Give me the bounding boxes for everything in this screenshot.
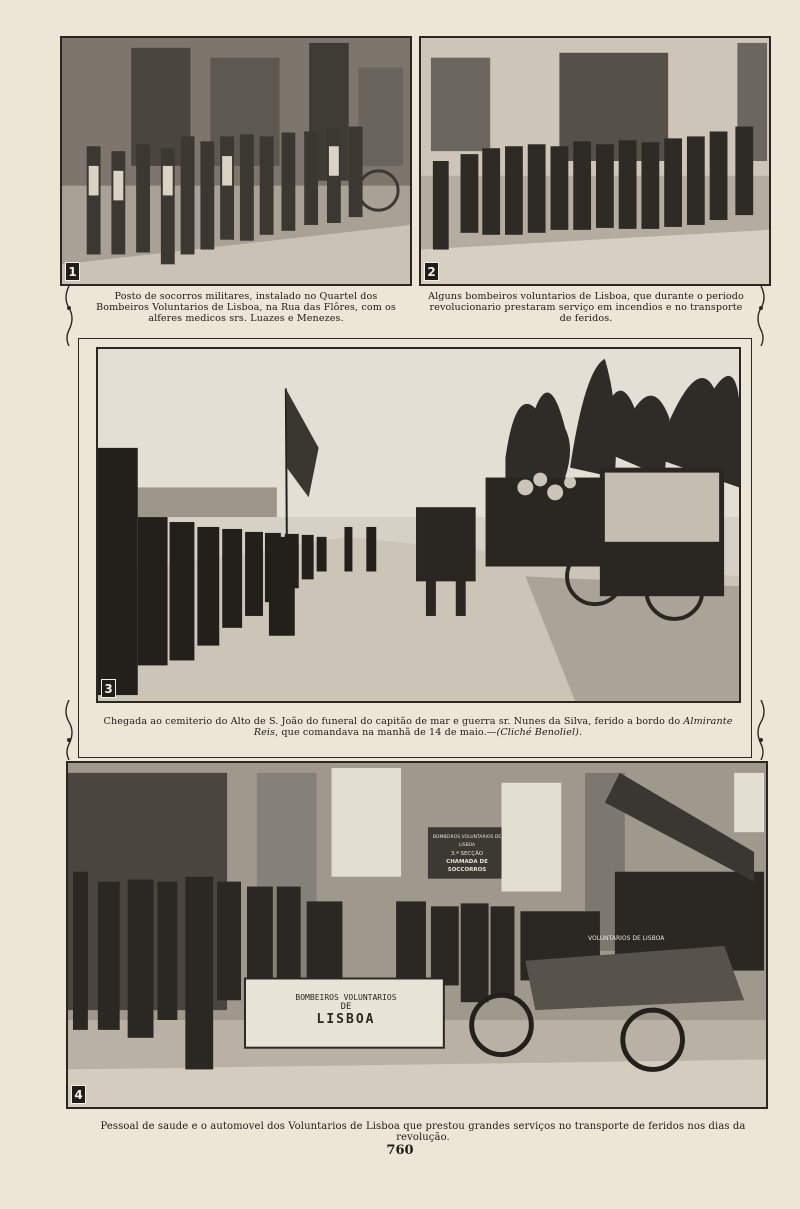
photo-4-banner bbox=[246, 985, 446, 1047]
photo-1-image bbox=[62, 38, 410, 284]
right-ornament-top bbox=[754, 286, 768, 346]
page-number: 760 bbox=[386, 1143, 414, 1158]
photo-4 bbox=[66, 761, 768, 1109]
photo-4-wall-sign-line3: CHAMADA DE SOCCORROS bbox=[446, 859, 488, 873]
photo-4-wall-sign-line1: BOMBEIROS VOLUNTARIOS DE LISBOA bbox=[432, 835, 502, 848]
caption-photo-3-text-b: , que comandava na manhã de 14 de maio.— bbox=[275, 727, 497, 738]
caption-photo-1: Posto de socorros militares, instalado no Quartel dos Bombeiros Voluntarios de Lisboa, na Rua das Flôres, com os alferes medicos srs. Luazes e Menezes. bbox=[96, 291, 396, 324]
caption-photo-3-text-a: Chegada ao cemiterio do Alto de S. João do funeral do capitão de mar e guerra sr. Nunes da Silva, ferido a bordo do bbox=[103, 716, 681, 727]
right-ornament-bottom bbox=[754, 700, 768, 760]
photo-4-banner-line2: DE bbox=[340, 1002, 352, 1012]
caption-photo-4: Pessoal de saude e o automovel dos Voluntarios de Lisboa que prestou grandes serviços no transporte de feridos nos dias da revolução. bbox=[100, 1121, 746, 1143]
caption-photo-3 bbox=[98, 716, 738, 738]
photo-3-image bbox=[98, 349, 739, 701]
photo-2-image bbox=[421, 38, 769, 284]
photo-4-wall-sign-line2: 3.ª SECÇÃO bbox=[450, 851, 484, 857]
photo-3-number: 3 bbox=[101, 679, 116, 698]
caption-photo-3-ship: Almirante Reis bbox=[253, 716, 733, 738]
photo-1-number: 1 bbox=[65, 262, 80, 281]
photo-2-number: 2 bbox=[424, 262, 439, 281]
left-ornament-top bbox=[62, 286, 76, 346]
photo-3 bbox=[96, 347, 741, 703]
left-ornament-bottom bbox=[62, 700, 76, 760]
photo-2 bbox=[419, 36, 771, 286]
caption-photo-3-credit: (Cliché Benoliel). bbox=[496, 727, 583, 738]
photo-4-car-sign: VOLUNTARIOS DE LISBOA bbox=[588, 935, 665, 942]
photo-4-banner-line3: LISBOA bbox=[316, 1012, 376, 1027]
photo-4-number: 4 bbox=[71, 1085, 86, 1104]
caption-photo-2: Alguns bombeiros voluntarios de Lisboa, que durante o periodo revolucionario prestaram serviço em incendios e no transporte de feridos. bbox=[428, 291, 744, 324]
photo-4-wall-sign bbox=[430, 830, 504, 880]
photo-1 bbox=[60, 36, 412, 286]
photo-4-banner-line1: BOMBEIROS VOLUNTARIOS bbox=[295, 993, 397, 1002]
